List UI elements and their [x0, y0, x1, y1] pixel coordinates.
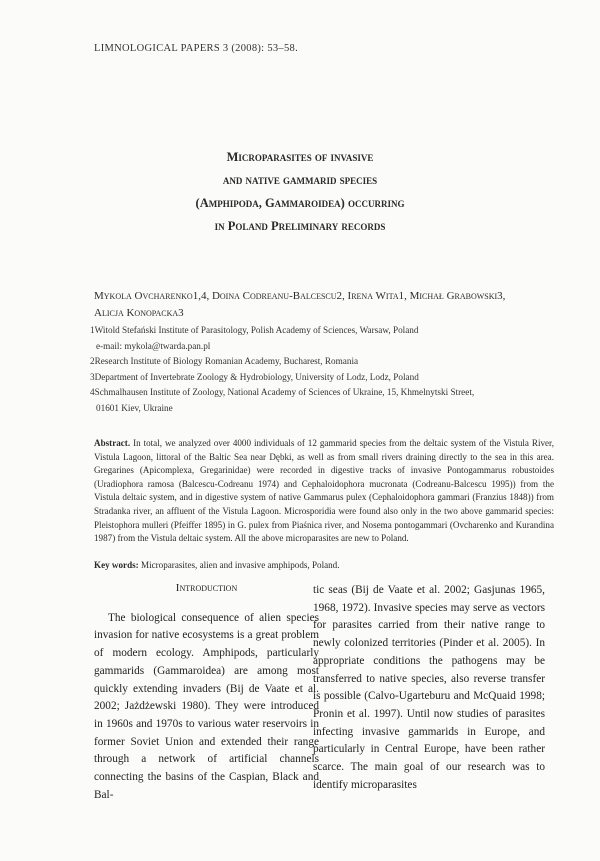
section-heading-introduction: Introduction: [175, 582, 238, 594]
affiliation-3: 3Department of Invertebrate Zoology & Hydrobiology, University of Lodz, Lodz, Poland: [90, 371, 419, 382]
introduction-paragraph-left: The biological consequence of alien species invasion for native ecosystems is a great problem of modern ecology. Amphipods, particularly gammarids (Gammaroidea) are among most quickly extending invaders (Bij de Vaate et al. 2002; Jażdżewski 1980). They were introduced in 1960s and 1970s to various water reservoirs in former Soviet Union and extended their range through a network of artificial channels connecting the basins of the Caspian, Black and Bal-: [94, 611, 319, 801]
author-email: e-mail: mykola@twarda.pan.pl: [96, 340, 211, 351]
affiliation-4: 4Schmalhausen Institute of Zoology, National Academy of Sciences of Ukraine, 15, Khmelnytski Street,: [90, 387, 475, 397]
affiliations: [90, 323, 560, 416]
running-header: LIMNOLOGICAL PAPERS 3 (2008): 53–58.: [94, 43, 298, 54]
introduction-paragraph-right: tic seas (Bij de Vaate et al. 2002; Gasjunas 1965, 1968, 1972). Invasive species may serve as vectors for parasites carried from their native range to newly colonized territories (Pinder et al. 2005). In appropriate conditions the pathogens may be transferred to native species, also reverse transfer is possible (Calvo-Ugarteburu and McQuaid 1998; Pronin et al. 1997). Until now studies of parasites infecting invasive gammarids in Europe, and particularly in Central Europe, have been rather scarce. The main goal of our research was to identify microparasites: [313, 584, 545, 791]
author-list: [94, 288, 554, 322]
title-line: (Amphipoda, Gammaroidea) occurring: [195, 196, 405, 210]
body-column-right: [313, 582, 545, 794]
title-line: and native gammarid species: [222, 173, 378, 187]
body-column-left: [94, 580, 319, 804]
title-line: in Poland Preliminary records: [214, 219, 386, 233]
keywords: [94, 560, 554, 570]
authors-line: Mykola Ovcharenko1,4, Doina Codreanu-Balcescu2, Irena Wita1, Michał Grabowski3,: [94, 290, 506, 302]
keywords-text: Microparasites, alien and invasive amphipods, Poland.: [141, 560, 340, 570]
keywords-label: Key words:: [94, 560, 139, 570]
abstract-text: In total, we analyzed over 4000 individuals of 12 gammarid species from the deltaic system of the Vistula River, Vistula Lagoon, littoral of the Baltic Sea near Dębki, as well as from small rivers draining directly to the sea in this area. Gregarines (Apicomplexa, Gregarinidae) were recorded in digestive tracks of invasive Pontogammarus robustoides (Uradiophora ramosa (Balcescu-Codreanu 1974) and Cephaloidophora mucronata (Codreanu-Balcescu 1995)) from the Vistula deltaic system, and in digestive system of native Gammarus pulex (Cephaloidophora gammari (Franzius 1848)) from Stradanka river, an affluent of the Vistula Lagoon. Microsporidia were found also only in the two above gammarid species: Pleistophora mulleri (Pfeiffer 1895) in G. pulex from Piaśnica river, and Nosema pontogammari (Ovcharenko and Kurandina 1987) from the Vistula deltaic system. All the above microparasites are new to Poland.: [94, 438, 554, 544]
affiliation-4-continued: 01601 Kiev, Ukraine: [96, 402, 173, 413]
title-line: Microparasites of invasive: [226, 150, 374, 164]
affiliation-2: 2Research Institute of Biology Romanian Academy, Bucharest, Romania: [90, 356, 359, 366]
authors-line: Alicja Konopacka3: [94, 307, 184, 319]
abstract: [94, 437, 554, 546]
article-title: [60, 146, 540, 238]
affiliation-1: 1Witold Stefański Institute of Parasitology, Polish Academy of Sciences, Warsaw, Poland: [90, 325, 419, 335]
abstract-label: Abstract.: [94, 438, 131, 448]
